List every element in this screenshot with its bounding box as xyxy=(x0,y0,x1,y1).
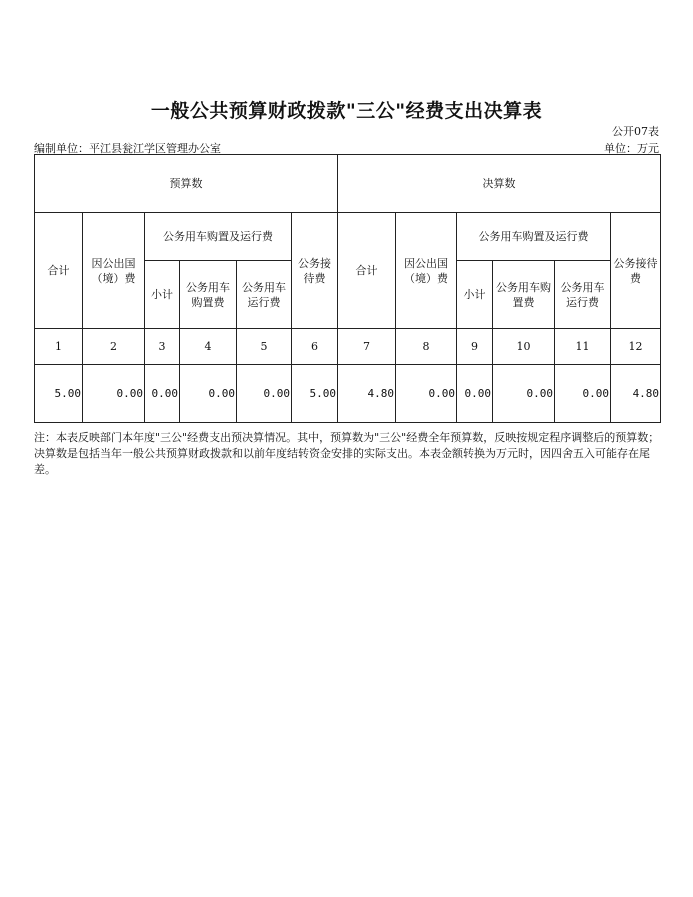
final-vehicle-purchase-value: 0.00 xyxy=(493,365,555,423)
final-vehicle-operation-header: 公务用车运行费 xyxy=(555,261,611,329)
three-public-expenses-table xyxy=(34,154,661,423)
budget-reception-value: 5.00 xyxy=(292,365,338,423)
budget-header: 预算数 xyxy=(35,155,338,213)
index-cell: 10 xyxy=(493,329,555,365)
budget-subtotal-value: 0.00 xyxy=(145,365,180,423)
final-vehicle-group-header: 公务用车购置及运行费 xyxy=(457,213,611,261)
index-row xyxy=(35,329,661,365)
index-cell: 12 xyxy=(611,329,661,365)
final-total-value: 4.80 xyxy=(338,365,396,423)
budget-abroad-header: 因公出国（境）费 xyxy=(83,213,145,329)
index-cell: 8 xyxy=(396,329,457,365)
index-cell: 2 xyxy=(83,329,145,365)
budget-subtotal-header: 小计 xyxy=(145,261,180,329)
header-row-2 xyxy=(35,213,661,261)
page-title: 一般公共预算财政拨款"三公"经费支出决算表 xyxy=(150,100,543,122)
index-cell: 5 xyxy=(237,329,292,365)
final-subtotal-value: 0.00 xyxy=(457,365,493,423)
currency-unit: 单位：万元 xyxy=(604,142,659,155)
budget-vehicle-group-header: 公务用车购置及运行费 xyxy=(145,213,292,261)
budget-abroad-value: 0.00 xyxy=(83,365,145,423)
index-cell: 7 xyxy=(338,329,396,365)
final-reception-value: 4.80 xyxy=(611,365,661,423)
index-cell: 1 xyxy=(35,329,83,365)
final-subtotal-header: 小计 xyxy=(457,261,493,329)
final-vehicle-purchase-header: 公务用车购置费 xyxy=(493,261,555,329)
budget-total-value: 5.00 xyxy=(35,365,83,423)
value-row xyxy=(35,365,661,423)
table-note: 注：本表反映部门本年度"三公"经费支出预决算情况。其中，预算数为"三公"经费全年预算数，反映按规定程序调整后的预算数；决算数是包括当年一般公共预算财政拨款和以前年度结转资金安排的实际支出。本表金额转换为万元时，因四舍五入可能存在尾差。 xyxy=(34,431,660,476)
budget-vehicle-purchase-header: 公务用车购置费 xyxy=(180,261,237,329)
final-abroad-header: 因公出国（境）费 xyxy=(396,213,457,329)
final-vehicle-operation-value: 0.00 xyxy=(555,365,611,423)
budget-total-header: 合计 xyxy=(35,213,83,329)
budget-reception-header: 公务接待费 xyxy=(292,213,338,329)
final-total-header: 合计 xyxy=(338,213,396,329)
final-reception-header: 公务接待费 xyxy=(611,213,661,329)
budget-vehicle-operation-value: 0.00 xyxy=(237,365,292,423)
index-cell: 4 xyxy=(180,329,237,365)
budget-vehicle-purchase-value: 0.00 xyxy=(180,365,237,423)
form-number: 公开07表 xyxy=(612,125,659,138)
index-cell: 3 xyxy=(145,329,180,365)
index-cell: 9 xyxy=(457,329,493,365)
final-header: 决算数 xyxy=(338,155,661,213)
final-abroad-value: 0.00 xyxy=(396,365,457,423)
compile-unit: 编制单位：平江县瓮江学区管理办公室 xyxy=(34,142,221,155)
budget-vehicle-operation-header: 公务用车运行费 xyxy=(237,261,292,329)
header-row-1 xyxy=(35,155,661,213)
index-cell: 11 xyxy=(555,329,611,365)
index-cell: 6 xyxy=(292,329,338,365)
